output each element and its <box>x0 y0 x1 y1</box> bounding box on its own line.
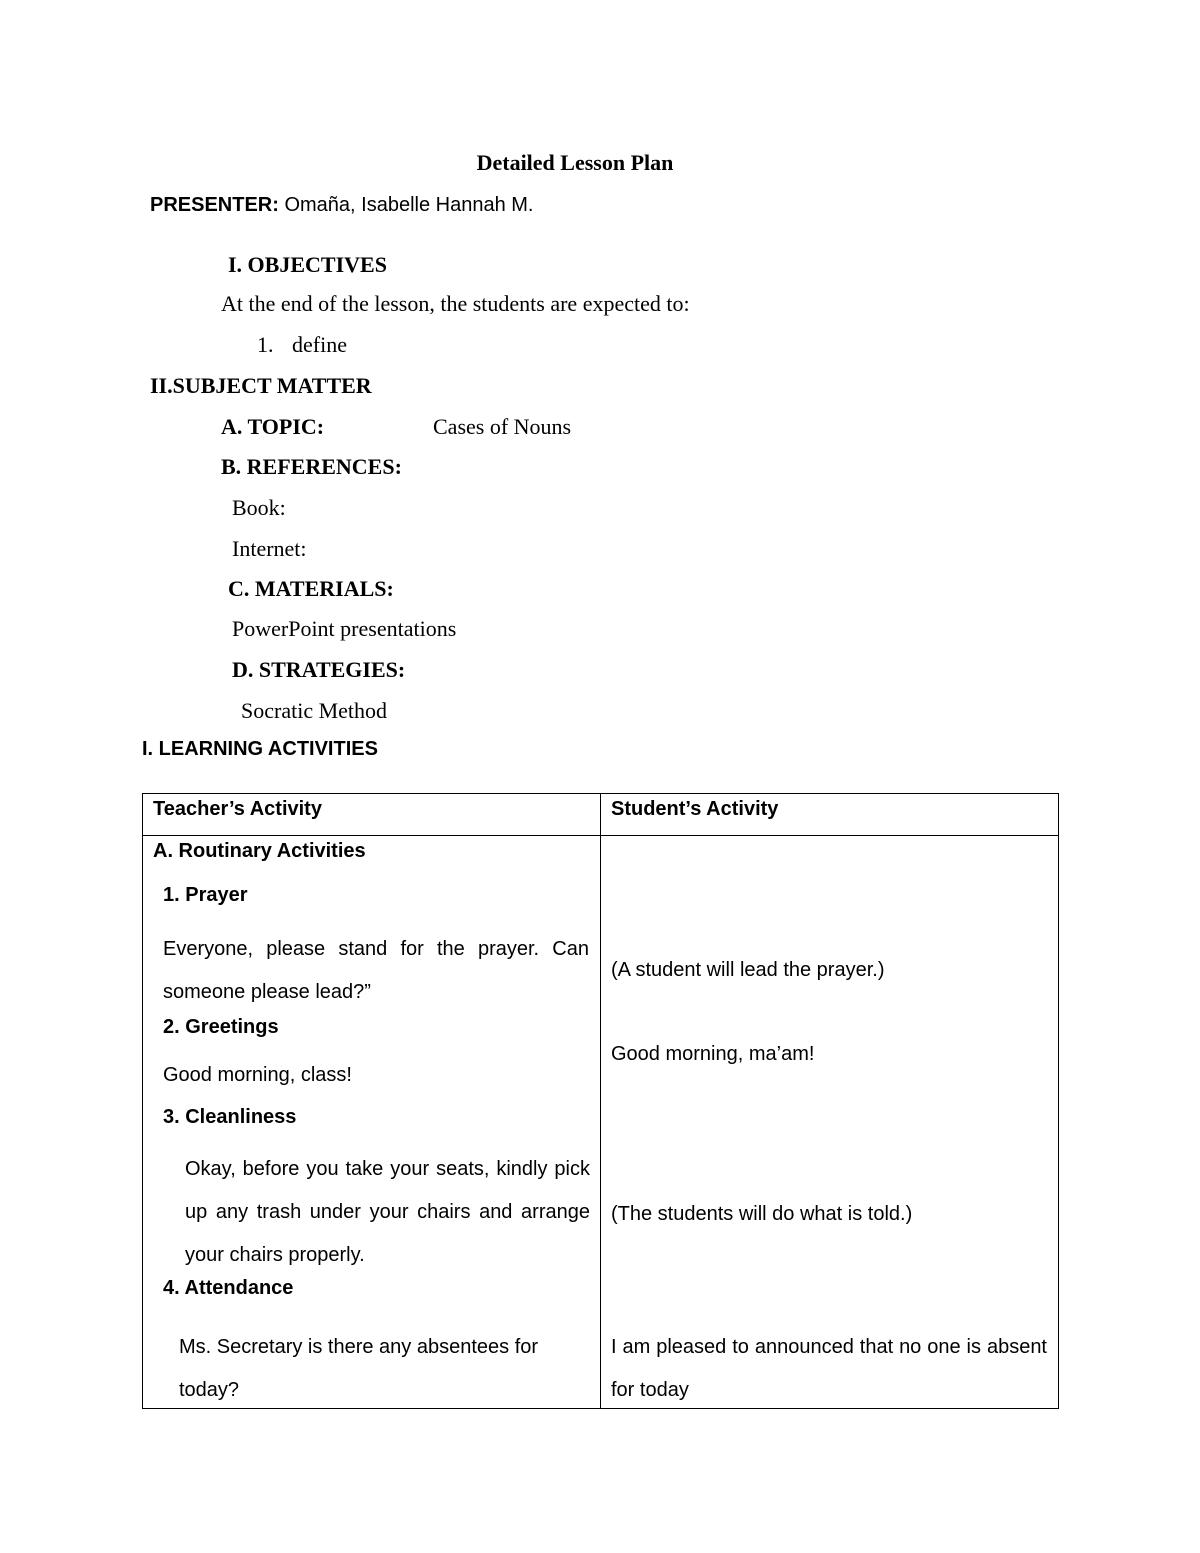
subject-matter-heading: II.SUBJECT MATTER <box>150 373 372 398</box>
table-row <box>143 836 1059 1409</box>
references-internet: Internet: <box>232 536 307 561</box>
greetings-label: 2. Greetings <box>163 1016 279 1038</box>
attendance-teacher-text: Ms. Secretary is there any absentees for today? <box>179 1336 539 1401</box>
objective-item-number: 1. <box>257 332 274 357</box>
table-header-row <box>143 794 1059 836</box>
presenter-name: Omaña, Isabelle Hannah M. <box>284 194 534 216</box>
presenter-line <box>150 194 534 217</box>
teacher-activity-header: Teacher’s Activity <box>153 798 322 820</box>
teacher-activity-cell <box>143 836 601 1409</box>
objectives-heading: I. OBJECTIVES <box>228 252 387 277</box>
header-cell-teacher <box>143 794 601 836</box>
document-title: Detailed Lesson Plan <box>476 150 674 175</box>
references-label: B. REFERENCES: <box>221 454 402 479</box>
materials-value: PowerPoint presentations <box>232 616 457 641</box>
materials-label: C. MATERIALS: <box>228 576 394 601</box>
cleanliness-student-text: (The students will do what is told.) <box>611 1203 913 1225</box>
objective-item-text: define <box>292 332 347 357</box>
routinary-activities-heading: A. Routinary Activities <box>153 840 366 862</box>
objectives-intro: At the end of the lesson, the students are expected to: <box>221 291 690 316</box>
references-book: Book: <box>232 495 286 520</box>
learning-activities-heading: I. LEARNING ACTIVITIES <box>142 738 378 760</box>
attendance-label: 4. Attendance <box>163 1277 294 1299</box>
presenter-label: PRESENTER: <box>150 194 279 216</box>
learning-activities-table <box>142 793 1059 1409</box>
student-activity-header: Student’s Activity <box>611 798 779 820</box>
cleanliness-teacher-text: Okay, before you take your seats, kindly pick up any trash under your chairs and arrange your chairs properly. <box>185 1158 590 1266</box>
prayer-teacher-text: Everyone, please stand for the prayer. Can someone please lead?” <box>163 938 589 1003</box>
greetings-student-text: Good morning, ma’am! <box>611 1043 815 1065</box>
strategies-label: D. STRATEGIES: <box>232 657 406 682</box>
student-activity-cell <box>601 836 1059 1409</box>
prayer-student-text: (A student will lead the prayer.) <box>611 959 885 981</box>
strategies-value: Socratic Method <box>241 698 388 723</box>
topic-label: A. TOPIC: <box>221 414 325 439</box>
cleanliness-label: 3. Cleanliness <box>163 1106 297 1128</box>
attendance-student-text: I am pleased to announced that no one is absent for today <box>611 1336 1047 1401</box>
topic-value: Cases of Nouns <box>433 414 572 439</box>
prayer-label: 1. Prayer <box>163 884 248 906</box>
header-cell-student <box>601 794 1059 836</box>
greetings-teacher-text: Good morning, class! <box>163 1064 352 1086</box>
